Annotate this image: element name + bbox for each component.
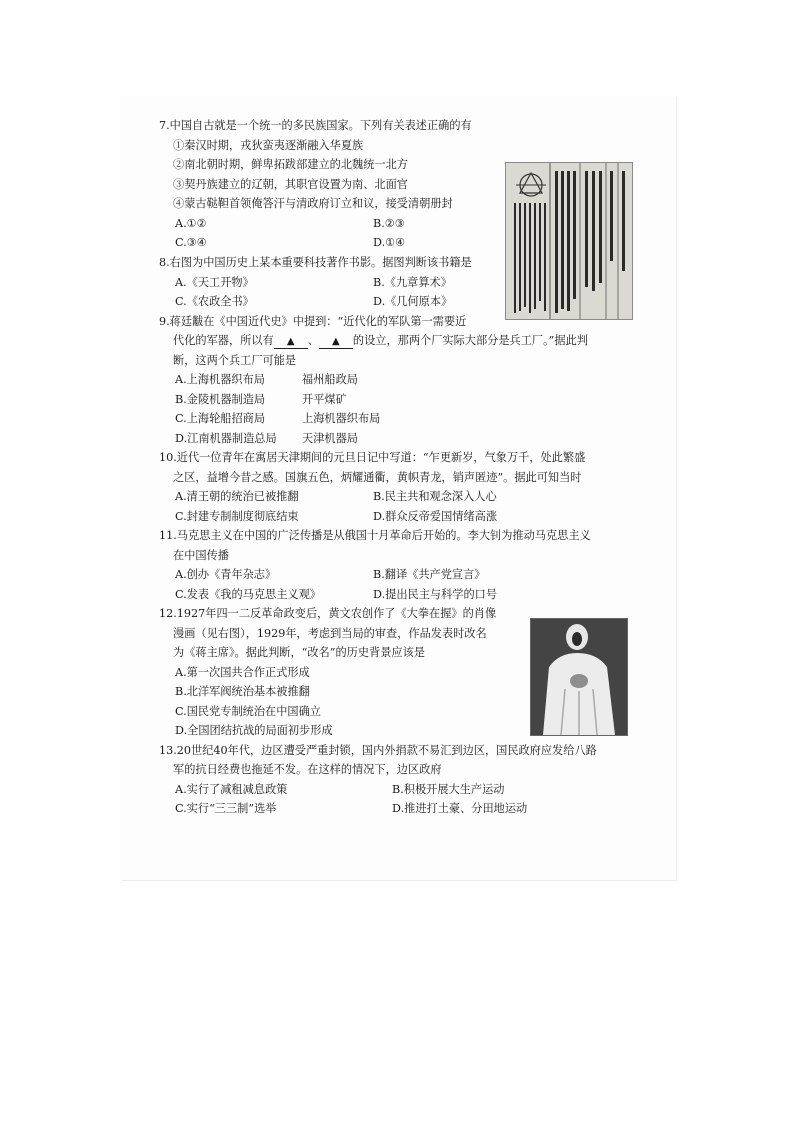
q9-blank-2 (319, 336, 353, 349)
q13-option-d: D.推进打土豪、分田地运动 (392, 802, 528, 815)
q8-option-a: A.《天工开物》 (175, 276, 254, 289)
q11-line-1: 11.马克思主义在中国的广泛传播是从俄国十月革命后开始的。李大钊为推动马克思主义 (159, 529, 591, 542)
q8-option-c: C.《农政全书》 (175, 295, 254, 308)
q11-option-c: C.发表《我的马克思主义观》 (175, 588, 321, 601)
q11-option-d: D.提出民主与科学的口号 (373, 588, 498, 601)
q7-option-c: C.③④ (175, 236, 207, 249)
q9-blank-separator: 、 (307, 334, 319, 347)
q7-statement-1: ①秦汉时期，戎狄蛮夷逐渐融入华夏族 (173, 139, 364, 152)
q9-option-a-1: A.上海机器织布局 (175, 373, 265, 386)
q12-option-b: B.北洋军阀统治基本被推翻 (175, 685, 310, 698)
q12-line-2: 漫画（见右图），1929年，考虑到当局的审查，作品发表时改名 (173, 627, 487, 640)
q12-option-c: C.国民党专制统治在中国确立 (175, 705, 321, 718)
q7-statement-2: ②南北朝时期，鲜卑拓跋部建立的北魏统一北方 (173, 158, 408, 171)
q13-option-b: B.积极开展大生产运动 (392, 783, 505, 796)
q9-option-c-1: C.上海轮船招商局 (175, 412, 266, 425)
q7-option-a: A.①② (175, 217, 207, 230)
caricature-image (530, 618, 628, 736)
q12-option-a: A.第一次国共合作正式形成 (175, 666, 310, 679)
q12-line-1: 12.1927年四一二反革命政变后，黄文农创作了《大拳在握》的肖像 (159, 607, 497, 620)
q9-line-2-start: 代化的军器，所以有 (173, 334, 274, 347)
q11-option-a: A.创办《青年杂志》 (175, 568, 277, 581)
q10-option-c: C.封建专制制度彻底结束 (175, 510, 299, 523)
q13-option-c: C.实行“三三制”选举 (175, 802, 277, 815)
q9-option-b-2: 开平煤矿 (302, 393, 347, 406)
q7-stem: 7.中国自古就是一个统一的多民族国家。下列有关表述正确的有 (159, 119, 472, 132)
q10-option-b: B.民主共和观念深入人心 (373, 490, 497, 503)
q11-option-b: B.翻译《共产党宣言》 (373, 568, 486, 581)
q12-line-3: 为《蒋主席》。据此判断，“改名”的历史背景应该是 (173, 646, 425, 659)
q8-option-d: D.《几何原本》 (373, 295, 453, 308)
q11-line-2: 在中国传播 (173, 549, 229, 562)
caricature-illustration (531, 619, 627, 735)
q7-option-b: B.②③ (373, 217, 405, 230)
q7-statement-4: ④蒙古鞑靼首领俺答汗与清政府订立和议，接受清朝册封 (173, 197, 453, 210)
q9-line-2-end: 的设立，那两个厂实际大部分是兵工厂。”据此判 (352, 334, 588, 347)
q7-statement-3: ③契丹族建立的辽朝，其职官设置为南、北面官 (173, 178, 408, 191)
q9-option-d-2: 天津机器局 (302, 432, 358, 445)
q10-option-d: D.群众反帝爱国情绪高涨 (373, 510, 498, 523)
q9-option-d-1: D.江南机器制造总局 (175, 432, 277, 445)
q8-stem: 8.右图为中国历史上某本重要科技著作书影。据图判断该书籍是 (159, 256, 472, 269)
q13-option-a: A.实行了减租减息政策 (175, 783, 288, 796)
book-page-image (505, 162, 633, 320)
triangle-marker-icon: ▲ (332, 336, 340, 347)
q10-line-1: 10.近代一位青年在寓居天津期间的元旦日记中写道：“乍更新岁，气象万千，处此繁盛 (159, 451, 586, 464)
q9-option-b-1: B.金陵机器制造局 (175, 393, 266, 406)
triangle-marker-icon: ▲ (286, 336, 295, 347)
q9-line-1: 9.蒋廷黻在《中国近代史》中提到：“近代化的军队第一需要近 (159, 315, 467, 328)
book-page-illustration (506, 163, 632, 319)
q7-option-d: D.①④ (373, 236, 406, 249)
q9-option-c-2: 上海机器织布局 (302, 412, 381, 425)
q13-line-2: 军的抗日经费也拖延不发。在这样的情况下，边区政府 (173, 763, 442, 776)
q10-line-2: 之区，益增今昔之感。国旗五色，炳耀通衢，黄帜青龙，销声匿迹”。据此可知当时 (173, 471, 582, 484)
q9-line-2 (173, 334, 588, 349)
q9-blank-1 (274, 336, 308, 349)
q9-line-3: 断，这两个兵工厂可能是 (173, 354, 297, 367)
q8-option-b: B.《九章算术》 (373, 276, 452, 289)
q13-line-1: 13.20世纪40年代，边区遭受严重封锁，国内外捐款不易汇到边区，国民政府应发给八路 (159, 744, 597, 757)
q9-option-a-2: 福州船政局 (302, 373, 358, 386)
q10-option-a: A.清王朝的统治已被推翻 (175, 490, 299, 503)
q12-option-d: D.全国团结抗战的局面初步形成 (175, 724, 333, 737)
